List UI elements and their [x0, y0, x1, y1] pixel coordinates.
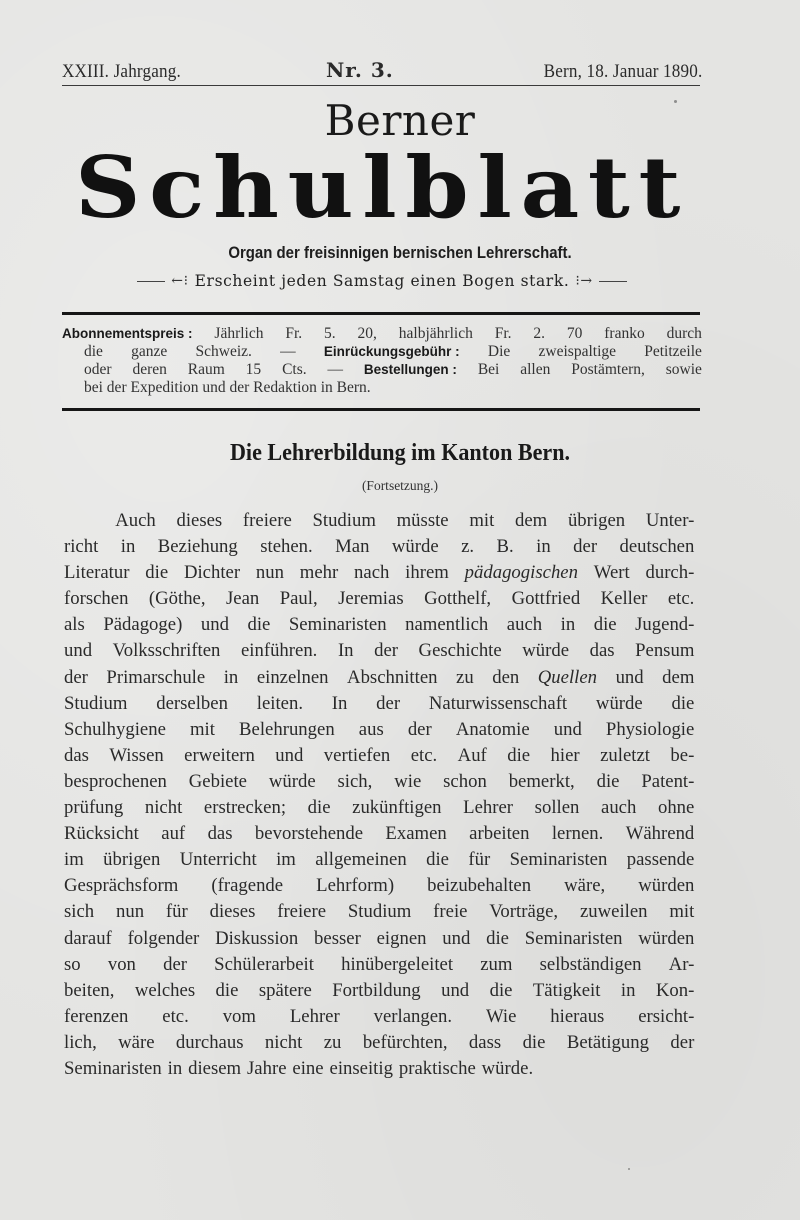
- article-word: würde: [522, 640, 570, 662]
- article-word: und: [615, 666, 644, 688]
- subscription-line-4: bei der Expedition und der Redaktion in Bern.: [84, 379, 371, 396]
- article-word: das: [207, 823, 233, 845]
- article-word: (Göthe,: [148, 588, 206, 610]
- subscription-word: Fr.: [285, 325, 303, 342]
- subscription-label: Abonnementspreis :: [62, 326, 193, 341]
- article-word: Diskussion: [215, 927, 299, 949]
- article-word: leiten.: [256, 692, 304, 714]
- article-word: mit: [189, 718, 215, 740]
- paper-speck: [628, 1168, 630, 1170]
- article-line: [64, 1030, 694, 1056]
- article-word: etc.: [410, 744, 438, 766]
- article-word: würde.: [481, 1057, 534, 1079]
- article-word: hieraus: [550, 1005, 605, 1027]
- article-word: in: [120, 536, 136, 558]
- article-word: freiere: [277, 901, 327, 923]
- article-title: Die Lehrerbildung im Kanton Bern.: [229, 440, 571, 466]
- emphasized-word: Quellen: [537, 666, 598, 688]
- subscription-word: Postämtern,: [571, 361, 645, 378]
- masthead-info-line: [62, 58, 702, 84]
- article-word: eignen: [376, 927, 427, 949]
- article-word: vom: [222, 1005, 256, 1027]
- article-word: etc.: [162, 1005, 189, 1027]
- article-word: beiten,: [64, 979, 115, 1001]
- subscription-word: Bei: [477, 361, 500, 378]
- article-line: [64, 534, 694, 560]
- article-word: hier: [550, 744, 580, 766]
- article-word: Schülerarbeit: [214, 953, 314, 975]
- article-word: Ar-: [668, 953, 695, 975]
- article-word: lernen.: [551, 823, 604, 845]
- article-word: Geschichte: [418, 640, 502, 662]
- article-word: Wissen: [109, 744, 164, 766]
- article-word: Dichter: [183, 562, 241, 584]
- article-word: besser: [314, 927, 361, 949]
- article-word: und: [200, 614, 229, 636]
- issue-date: Bern, 18. Januar 1890.: [543, 61, 702, 82]
- article-word: zukünftigen: [352, 797, 442, 819]
- article-word: passende: [626, 849, 695, 871]
- article-word: die: [489, 979, 513, 1001]
- article-word: erweitern: [184, 744, 255, 766]
- article-body: [64, 508, 704, 1082]
- article-word: namentlich: [405, 614, 489, 636]
- article-word: für: [165, 901, 188, 923]
- article-word: der: [374, 640, 398, 662]
- article-word: In: [337, 640, 354, 662]
- article-line: [64, 1004, 694, 1030]
- article-word: der: [376, 692, 401, 714]
- article-word: Gottfried: [511, 588, 581, 610]
- article-word: und: [441, 979, 470, 1001]
- article-word: Unterricht: [179, 849, 257, 871]
- subscription-label: Einrückungsgebühr :: [323, 344, 460, 359]
- article-word: Keller: [600, 588, 648, 610]
- article-word: auch: [601, 797, 637, 819]
- article-word: z.: [461, 536, 475, 558]
- article-word: (fragende: [211, 875, 284, 897]
- article-word: die: [507, 744, 531, 766]
- article-line: [64, 586, 694, 612]
- article-word: Studium: [64, 692, 128, 714]
- article-word: ihrem: [405, 562, 449, 584]
- article-word: die: [671, 692, 695, 714]
- article-word: Lehrer: [289, 1005, 340, 1027]
- article-word: würden: [638, 875, 695, 897]
- article-word: forschen: [64, 588, 129, 610]
- article-line: [64, 821, 694, 847]
- subscription-word: Petitzeile: [644, 343, 702, 360]
- article-word: allgemeinen: [315, 849, 407, 871]
- article-word: aus: [358, 718, 384, 740]
- article-word: Auch: [115, 510, 156, 531]
- article-word: Examen: [385, 823, 447, 845]
- article-word: dieses: [209, 901, 256, 923]
- frequency-text: Erscheint jeden Samstag einen Bogen stark.: [194, 272, 570, 290]
- article-word: hinübergeleitet: [341, 953, 454, 975]
- article-word: als: [64, 614, 85, 636]
- article-word: Kon-: [655, 979, 695, 1001]
- article-word: ersicht-: [638, 1005, 695, 1027]
- subscription-word: ganze: [131, 343, 168, 360]
- article-word: diesem: [188, 1057, 242, 1079]
- article-word: mehr: [299, 562, 339, 584]
- article-word: Lehrform): [316, 875, 395, 897]
- subscription-label: Bestellungen :: [363, 362, 457, 377]
- article-word: für: [468, 849, 491, 871]
- article-word: Auf: [457, 744, 487, 766]
- article-line: [64, 560, 694, 586]
- article-word: praktische: [398, 1057, 476, 1079]
- article-word: Volksschriften: [112, 640, 221, 662]
- article-word: dass: [468, 1031, 502, 1053]
- article-word: Tätigkeit: [532, 979, 601, 1001]
- article-word: Seminaristen: [64, 1057, 162, 1079]
- article-word: Seminaristen: [509, 849, 608, 871]
- article-word: durch-: [645, 562, 695, 584]
- subscription-info: [62, 325, 702, 397]
- article-word: mit: [469, 510, 495, 531]
- article-word: müsste: [396, 510, 449, 531]
- subscription-word: deren: [132, 361, 167, 378]
- emphasized-word: pädagogischen: [464, 562, 578, 584]
- subscription-word: Jährlich: [214, 325, 264, 342]
- article-word: selbständigen: [539, 953, 642, 975]
- article-word: würden: [638, 927, 695, 949]
- article-word: so: [64, 953, 81, 975]
- subscription-line-2: [62, 343, 702, 361]
- article-word: nicht: [264, 1031, 303, 1053]
- article-word: dieses: [176, 510, 223, 531]
- article-line: [64, 769, 694, 795]
- article-word: Wie: [485, 1005, 517, 1027]
- article-word: richt: [64, 536, 99, 558]
- article-word: Lehrer: [463, 797, 514, 819]
- article-word: Betätigung: [566, 1031, 649, 1053]
- article-word: einseitig: [329, 1057, 393, 1079]
- ornament-dash-right: [599, 281, 627, 282]
- article-word: würde: [268, 770, 316, 792]
- article-word: Man: [335, 536, 370, 558]
- article-word: bemerkt,: [508, 770, 575, 792]
- article-word: die: [522, 1031, 546, 1053]
- article-word: Pädagoge): [103, 614, 183, 636]
- article-word: Rücksicht: [64, 823, 139, 845]
- article-word: nun: [116, 901, 145, 923]
- article-word: dem: [515, 510, 548, 531]
- article-word: ohne: [657, 797, 695, 819]
- article-line: [64, 873, 694, 899]
- article-word: übrigen: [103, 849, 161, 871]
- masthead-title-berner: Berner: [324, 96, 476, 145]
- article-line: [64, 978, 694, 1004]
- article-word: derselben: [156, 692, 228, 714]
- article-word: in: [620, 979, 636, 1001]
- issue-number: Nr. 3.: [325, 58, 394, 82]
- subscription-word: zweispaltige: [538, 343, 617, 360]
- article-word: von: [107, 953, 136, 975]
- article-word: arbeiten: [469, 823, 530, 845]
- article-word: Schulhygiene: [64, 718, 166, 740]
- article-line: [64, 638, 694, 664]
- article-word: Anatomie: [455, 718, 530, 740]
- article-word: Paul,: [279, 588, 318, 610]
- article-word: Fortbildung: [332, 979, 421, 1001]
- subscription-word: sowie: [665, 361, 702, 378]
- article-word: im: [64, 849, 84, 871]
- article-word: den: [492, 666, 520, 688]
- article-line: [64, 508, 694, 534]
- article-word: zu: [323, 1031, 342, 1053]
- article-word: Studium: [312, 510, 376, 531]
- article-word: Unter-: [645, 510, 695, 531]
- subscription-word: halbjährlich: [398, 325, 473, 342]
- article-word: Naturwissenschaft: [428, 692, 568, 714]
- subscription-word: Die: [487, 343, 511, 360]
- article-word: einzelnen: [256, 666, 329, 688]
- article-word: in: [536, 536, 551, 558]
- subscription-word: 2.: [533, 325, 546, 342]
- article-word: beizubehalten: [427, 875, 532, 897]
- article-word: Gebiete: [188, 770, 247, 792]
- subscription-top-rule: [62, 312, 700, 315]
- article-word: Wert: [593, 562, 630, 584]
- article-word: Gesprächsform: [64, 875, 179, 897]
- article-word: der: [670, 1031, 695, 1053]
- article-word: nicht: [144, 797, 183, 819]
- article-word: durchaus: [175, 1031, 244, 1053]
- article-word: Während: [625, 823, 695, 845]
- article-word: sich: [64, 901, 95, 923]
- subscription-word: —: [280, 343, 296, 360]
- article-word: Belehrungen: [239, 718, 335, 740]
- article-word: prüfung: [64, 797, 124, 819]
- article-word: in: [560, 614, 576, 636]
- article-word: das: [589, 640, 615, 662]
- article-word: stehen.: [260, 536, 313, 558]
- article-word: wäre: [118, 1031, 155, 1053]
- article-word: sich,: [337, 770, 373, 792]
- article-word: auch: [506, 614, 543, 636]
- article-word: zu: [456, 666, 474, 688]
- article-line: [64, 795, 694, 821]
- subscription-word: Fr.: [494, 325, 512, 342]
- article-word: nach: [354, 562, 390, 584]
- article-word: in: [223, 666, 239, 688]
- article-word: dem: [662, 666, 695, 688]
- subscription-word: die: [84, 343, 103, 360]
- volume-label: XXIII. Jahrgang.: [62, 61, 181, 82]
- article-word: befürchten,: [362, 1031, 448, 1053]
- subscription-line-1: [62, 325, 702, 343]
- subscription-bottom-rule: [62, 408, 700, 411]
- article-line: [64, 691, 694, 717]
- article-line: [64, 1056, 694, 1082]
- article-word: freiere: [242, 510, 292, 531]
- subscription-line-3: [62, 361, 702, 379]
- article-word: nun: [255, 562, 284, 584]
- paper-speck: [674, 100, 677, 103]
- masthead-title-schulblatt: Schulblatt: [74, 138, 690, 237]
- article-word: Pensum: [635, 640, 695, 662]
- ornament-dash-left: [137, 281, 165, 282]
- article-word: der: [163, 953, 187, 975]
- article-line: [64, 899, 694, 925]
- article-word: In: [331, 692, 348, 714]
- article-word: Physiologie: [605, 718, 695, 740]
- article-word: würde: [595, 692, 643, 714]
- article-word: Jahre: [247, 1057, 287, 1079]
- article-line: [64, 926, 694, 952]
- article-word: und: [275, 744, 304, 766]
- article-word: und: [553, 718, 582, 740]
- ornament-left-icon: ←⁝: [171, 273, 189, 289]
- article-word: auf: [161, 823, 186, 845]
- subscription-word: oder: [84, 361, 112, 378]
- article-line: [64, 952, 694, 978]
- subscription-word: Raum: [187, 361, 225, 378]
- article-word: das: [64, 744, 89, 766]
- subscription-word: 20,: [357, 325, 377, 342]
- article-word: die: [215, 979, 239, 1001]
- article-word: Gotthelf,: [424, 588, 492, 610]
- article-word: vertiefen: [323, 744, 391, 766]
- article-word: die: [593, 614, 617, 636]
- article-word: Patent-: [641, 770, 695, 792]
- article-word: darauf: [64, 927, 112, 949]
- article-word: B.: [496, 536, 514, 558]
- article-word: freie: [433, 901, 468, 923]
- article-word: übrigen: [567, 510, 626, 531]
- subscription-word: 70: [566, 325, 583, 342]
- article-word: sollen: [534, 797, 580, 819]
- article-word: mit: [669, 901, 695, 923]
- subscription-word: —: [327, 361, 344, 378]
- subscription-word: 5.: [324, 325, 336, 342]
- article-word: Abschnitten: [347, 666, 438, 688]
- article-word: würde: [391, 536, 439, 558]
- article-word: der: [407, 718, 432, 740]
- ornament-right-icon: ⁝→: [575, 273, 593, 289]
- article-word: die: [486, 927, 509, 949]
- article-word: Primarschule: [106, 666, 206, 688]
- article-word: die: [247, 614, 271, 636]
- article-word: ferenzen: [64, 1005, 129, 1027]
- subscription-word: 15: [245, 361, 262, 378]
- subscription-word: allen: [520, 361, 551, 378]
- article-subtitle: (Fortsetzung.): [361, 478, 439, 493]
- subscription-word: franko: [604, 325, 645, 342]
- article-word: lich,: [64, 1031, 97, 1053]
- article-word: etc.: [667, 588, 695, 610]
- article-word: einführen.: [240, 640, 318, 662]
- article-word: spätere: [258, 979, 312, 1001]
- article-word: welches: [134, 979, 196, 1001]
- article-word: verlangen.: [373, 1005, 453, 1027]
- article-word: Studium: [347, 901, 412, 923]
- masthead-subtitle: Organ der freisinnigen bernischen Lehrerschaft.: [228, 243, 572, 262]
- article-word: wie: [394, 770, 422, 792]
- article-word: im: [276, 849, 296, 871]
- article-line: [64, 612, 694, 638]
- article-word: Jugend-: [635, 614, 695, 636]
- subscription-word: Cts.: [282, 361, 307, 378]
- article-line: [64, 717, 694, 743]
- article-word: bevorstehende: [254, 823, 364, 845]
- article-word: und: [442, 927, 471, 949]
- article-word: die: [596, 770, 620, 792]
- article-word: Jean: [226, 588, 260, 610]
- masthead-rule: [62, 85, 700, 86]
- article-word: Seminaristen: [524, 927, 623, 949]
- article-word: zuletzt: [600, 744, 650, 766]
- article-word: Jeremias: [338, 588, 404, 610]
- article-word: wäre,: [564, 875, 606, 897]
- article-word: Vorträge,: [489, 901, 559, 923]
- article-word: Literatur: [64, 562, 130, 584]
- article-word: der: [64, 666, 88, 688]
- article-word: besprochenen: [64, 770, 167, 792]
- article-line: [64, 665, 694, 691]
- publication-frequency: [62, 272, 702, 290]
- article-word: deutschen: [619, 536, 695, 558]
- article-word: in: [167, 1057, 183, 1079]
- article-word: schon: [443, 770, 487, 792]
- article-line: [64, 743, 694, 769]
- subscription-word: durch: [666, 325, 702, 342]
- article-word: zum: [480, 953, 513, 975]
- article-word: die: [145, 562, 169, 584]
- article-word: zuweilen: [579, 901, 648, 923]
- article-word: folgender: [127, 927, 200, 949]
- article-word: eine: [292, 1057, 324, 1079]
- article-word: Beziehung: [157, 536, 238, 558]
- article-word: die: [426, 849, 449, 871]
- article-word: be-: [670, 744, 695, 766]
- subscription-word: Schweiz.: [195, 343, 252, 360]
- article-word: der: [573, 536, 598, 558]
- article-word: die: [307, 797, 331, 819]
- article-line: [64, 847, 694, 873]
- article-word: und: [64, 640, 93, 662]
- article-word: erstrecken;: [203, 797, 287, 819]
- article-word: Seminaristen: [288, 614, 387, 636]
